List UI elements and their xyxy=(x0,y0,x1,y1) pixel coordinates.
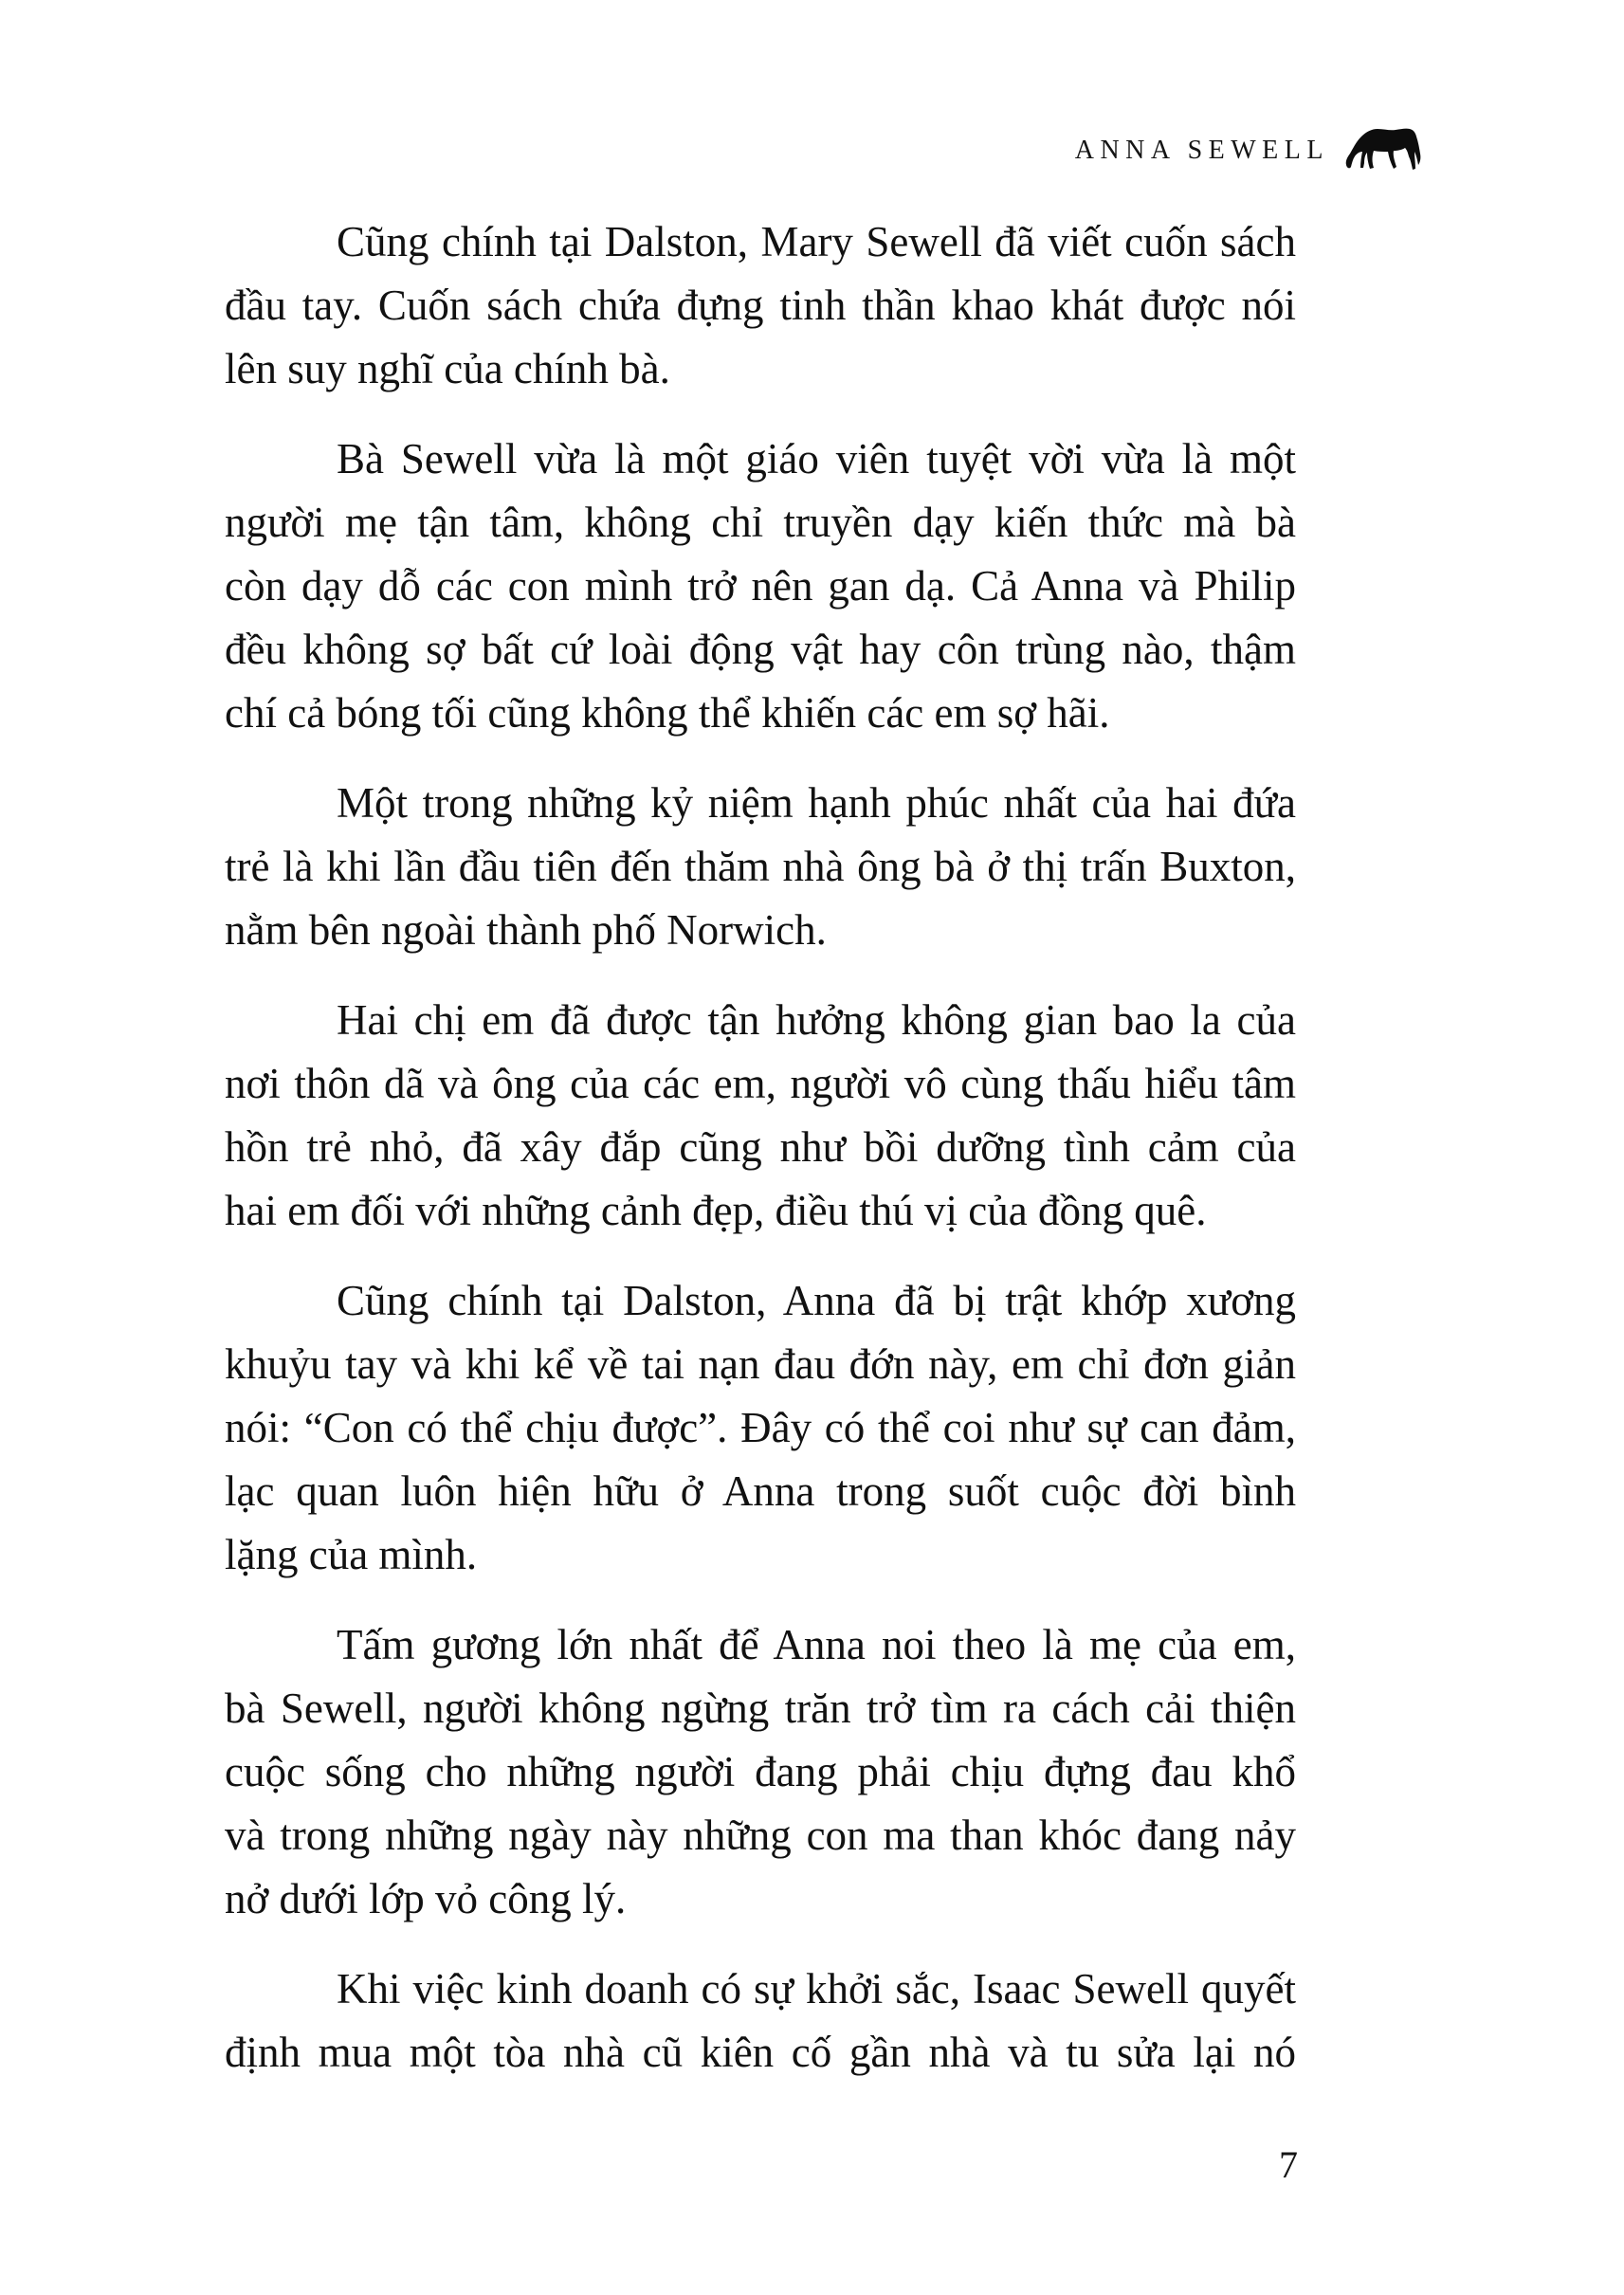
grazing-horse-icon xyxy=(1342,123,1422,173)
text-line: Cũng chính tại Dalston, Mary Sewell đã viết cuốn sách xyxy=(337,218,1296,265)
paragraph xyxy=(225,989,1296,1243)
text-line: hồn trẻ nhỏ, đã xây đắp cũng như bồi dưỡng tình cảm của xyxy=(225,1123,1296,1171)
text-line: đầu tay. Cuốn sách chứa đựng tinh thần khao khát được nói xyxy=(225,282,1296,329)
text-line: chí cả bóng tối cũng không thể khiến các em sợ hãi. xyxy=(225,689,1110,737)
text-line: Cũng chính tại Dalston, Anna đã bị trật khớp xương xyxy=(337,1277,1296,1324)
text-line: đều không sợ bất cứ loài động vật hay côn trùng nào, thậm xyxy=(225,626,1296,673)
paragraph xyxy=(225,1613,1296,1931)
text-line: Hai chị em đã được tận hưởng không gian bao la của xyxy=(337,996,1296,1044)
text-line: nở dưới lớp vỏ công lý. xyxy=(225,1875,627,1922)
text-line: người mẹ tận tâm, không chỉ truyền dạy kiến thức mà bà xyxy=(225,499,1296,546)
text-line: nơi thôn dã và ông của các em, người vô cùng thấu hiểu tâm xyxy=(225,1060,1296,1107)
page-number: 7 xyxy=(1279,2143,1298,2186)
paragraph xyxy=(225,772,1296,962)
text-line: Khi việc kinh doanh có sự khởi sắc, Isaac Sewell quyết xyxy=(337,1965,1296,2013)
text-line: cuộc sống cho những người đang phải chịu đựng đau khổ xyxy=(225,1748,1296,1795)
paragraph xyxy=(225,1958,1296,2085)
text-line: Một trong những kỷ niệm hạnh phúc nhất của hai đứa xyxy=(337,779,1296,827)
text-line: còn dạy dỗ các con mình trở nên gan dạ. Cả Anna và Philip xyxy=(225,562,1296,610)
text-line: trẻ là khi lần đầu tiên đến thăm nhà ông bà ở thị trấn Buxton, xyxy=(225,843,1296,890)
text-line: lặng của mình. xyxy=(225,1531,478,1578)
text-line: nói: “Con có thể chịu được”. Đây có thể coi như sự can đảm, xyxy=(225,1404,1296,1451)
text-line: hai em đối với những cảnh đẹp, điều thú vị của đồng quê. xyxy=(225,1187,1207,1234)
running-header-author: ANNA SEWELL xyxy=(1074,136,1329,165)
text-line: Tấm gương lớn nhất để Anna noi theo là mẹ của em, xyxy=(337,1621,1296,1668)
text-line: và trong những ngày này những con ma than khóc đang nảy xyxy=(225,1812,1296,1859)
body-text xyxy=(225,210,1296,2085)
text-line: lạc quan luôn hiện hữu ở Anna trong suốt cuộc đời bình xyxy=(225,1467,1296,1515)
text-line: định mua một tòa nhà cũ kiên cố gần nhà và tu sửa lại nó xyxy=(225,2029,1296,2076)
paragraph xyxy=(225,428,1296,745)
paragraph xyxy=(225,210,1296,401)
text-line: khuỷu tay và khi kể về tai nạn đau đớn này, em chỉ đơn giản xyxy=(225,1340,1296,1388)
text-line: nằm bên ngoài thành phố Norwich. xyxy=(225,906,827,954)
paragraph xyxy=(225,1269,1296,1587)
text-line: Bà Sewell vừa là một giáo viên tuyệt vời vừa là một xyxy=(337,435,1296,483)
text-line: lên suy nghĩ của chính bà. xyxy=(225,345,670,392)
running-header xyxy=(1043,121,1422,174)
text-line: bà Sewell, người không ngừng trăn trở tìm ra cách cải thiện xyxy=(225,1685,1296,1732)
